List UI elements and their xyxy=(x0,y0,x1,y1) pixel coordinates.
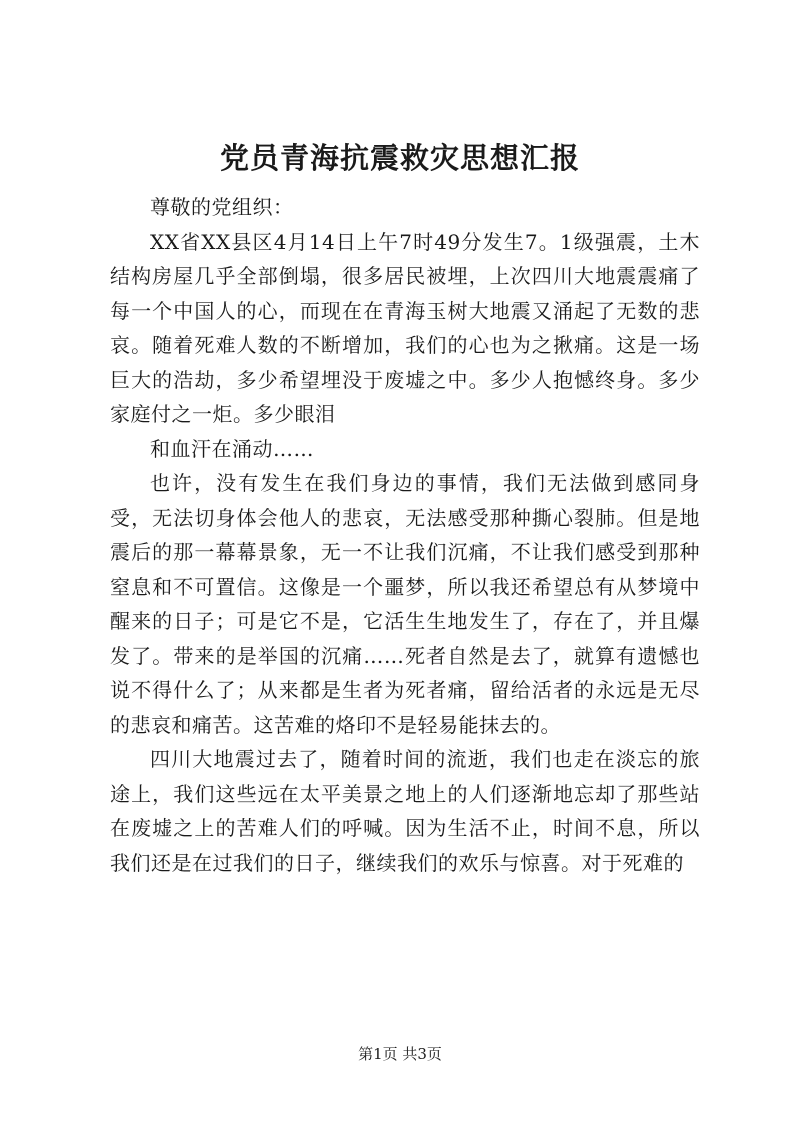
document-body xyxy=(110,190,700,880)
page-number-footer: 第1页 共3页 xyxy=(358,1045,442,1063)
body-paragraph: 也许，没有发生在我们身边的事情，我们无法做到感同身受，无法切身体会他人的悲哀，无法感受那种撕心裂肺。但是地震后的那一幕幕景象，无一不让我们沉痛，不让我们感受到那种窒息和不可置信。这像是一个噩梦，所以我还希望总有从梦境中醒来的日子；可是它不是，它活生生地发生了，存在了，并且爆发了。带来的是举国的沉痛……死者自然是去了，就算有遗憾也说不得什么了；从来都是生者为死者痛，留给活者的永远是无尽的悲哀和痛苦。这苦难的烙印不是轻易能抹去的。 xyxy=(110,471,700,737)
document-title: 党员青海抗震救灾思想汇报 xyxy=(219,141,580,175)
body-paragraph: 四川大地震过去了，随着时间的流逝，我们也走在淡忘的旅途上，我们这些远在太平美景之地上的人们逐渐地忘却了那些站在废墟之上的苦难人们的呼喊。因为生活不止，时间不息，所以我们还是在过我们的日子，继续我们的欢乐与惊喜。对于死难的 xyxy=(110,747,700,875)
body-paragraph: 和血汗在涌动…… xyxy=(150,436,314,461)
body-paragraph: XX省XX县区4月14日上午7时49分发生7。1级强震，土木结构房屋几乎全部倒塌，很多居民被埋，上次四川大地震震痛了每一个中国人的心，而现在在青海玉树大地震又涌起了无数的悲哀。随着死难人数的不断增加，我们的心也为之揪痛。这是一场巨大的浩劫，多少希望埋没于废墟之中。多少人抱憾终身。多少家庭付之一炬。多少眼泪 xyxy=(110,229,700,426)
salutation-paragraph: 尊敬的党组织： xyxy=(150,195,294,219)
